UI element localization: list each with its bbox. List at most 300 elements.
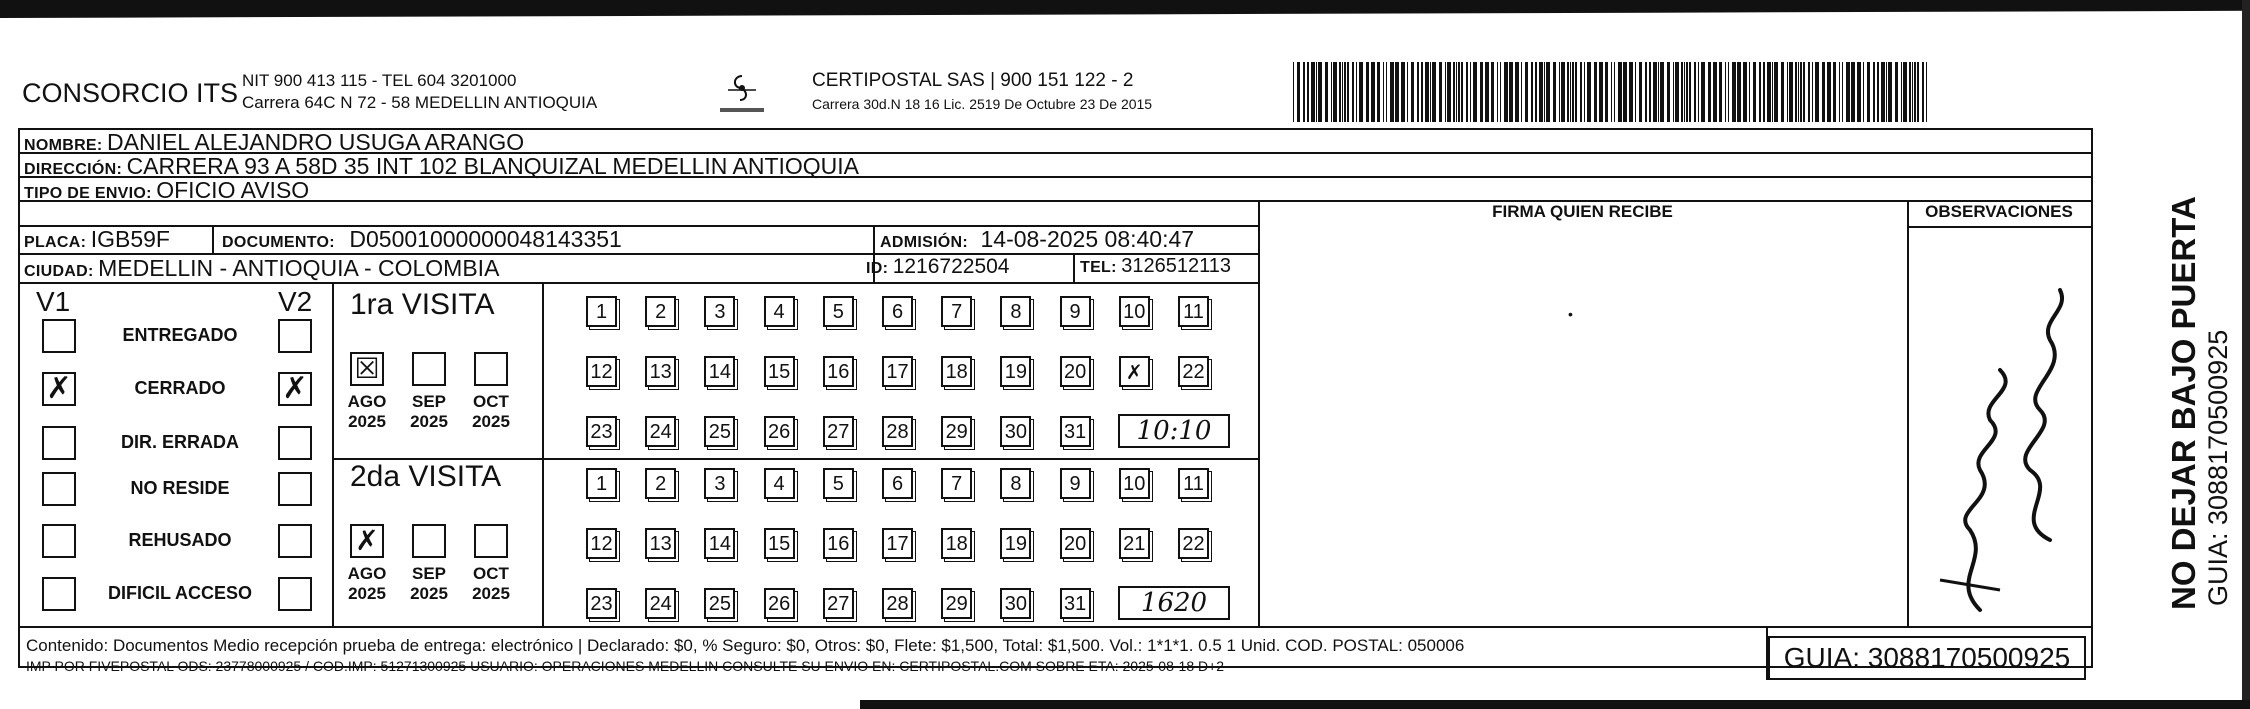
day-box[interactable]: 26 bbox=[764, 416, 795, 447]
id-label: ID: bbox=[866, 260, 889, 277]
barcode-bar bbox=[1377, 62, 1380, 122]
barcode-bar bbox=[1614, 62, 1615, 122]
admision-field bbox=[880, 226, 1194, 253]
barcode-bar bbox=[1356, 62, 1357, 122]
barcode-bar bbox=[1390, 62, 1394, 122]
barcode-bar bbox=[1559, 62, 1560, 122]
day-box[interactable]: 2 bbox=[645, 468, 676, 499]
barcode-bar bbox=[1808, 62, 1810, 122]
day-box[interactable]: 20 bbox=[1060, 528, 1091, 559]
barcode-bar bbox=[1401, 62, 1405, 122]
certipostal-name: CERTIPOSTAL SAS | 900 151 122 - 2 bbox=[812, 70, 1134, 91]
barcode-bar bbox=[1863, 62, 1864, 122]
barcode-bar bbox=[1694, 62, 1696, 122]
company-name: CONSORCIO ITS bbox=[22, 78, 239, 108]
day-box[interactable]: 4 bbox=[764, 296, 795, 327]
day-box[interactable]: 28 bbox=[882, 416, 913, 447]
barcode-bar bbox=[1331, 62, 1332, 122]
v2-checkbox[interactable] bbox=[278, 426, 312, 460]
day-box[interactable]: 28 bbox=[882, 588, 913, 619]
barcode-bar bbox=[1297, 62, 1300, 122]
status-option-label: DIR. ERRADA bbox=[120, 432, 239, 452]
day-box[interactable]: 26 bbox=[764, 588, 795, 619]
day-box[interactable]: 31 bbox=[1060, 416, 1091, 447]
barcode-bar bbox=[1500, 62, 1501, 122]
barcode-bar bbox=[1293, 62, 1294, 122]
month-name: SEP bbox=[411, 392, 447, 411]
barcode-bar bbox=[1635, 62, 1636, 122]
barcode-bar bbox=[1815, 62, 1819, 122]
documento-label: DOCUMENTO: bbox=[222, 234, 335, 251]
direccion-field bbox=[24, 153, 859, 180]
barcode-bar bbox=[1673, 62, 1674, 122]
day-box[interactable]: 1 bbox=[586, 468, 617, 499]
v1-checkbox[interactable] bbox=[42, 577, 76, 611]
barcode-bar bbox=[1753, 62, 1756, 122]
v1-checkbox[interactable] bbox=[42, 472, 76, 506]
month-year: 2025 bbox=[348, 584, 386, 603]
barcode-bar bbox=[1767, 62, 1771, 122]
month-name: AGO bbox=[347, 392, 387, 411]
row-divider bbox=[18, 626, 2091, 628]
barcode-bar bbox=[1732, 62, 1736, 122]
check-mark-icon: ☒ bbox=[354, 352, 380, 385]
barcode-bar bbox=[1851, 62, 1855, 122]
month-name: SEP bbox=[411, 564, 447, 583]
no-dejar-bajo-puerta: NO DEJAR BAJO PUERTA bbox=[2165, 196, 2202, 610]
day-box[interactable]: 31 bbox=[1060, 588, 1091, 619]
barcode-bar bbox=[1653, 62, 1657, 122]
barcode-bar bbox=[1787, 62, 1788, 122]
barcode-bar bbox=[1914, 62, 1916, 122]
v1-checkbox[interactable] bbox=[42, 426, 76, 460]
day-box[interactable]: 3 bbox=[704, 296, 735, 327]
day-box[interactable]: 8 bbox=[1000, 468, 1031, 499]
v1-checkbox[interactable] bbox=[42, 372, 76, 406]
ciudad-value: MEDELLIN - ANTIOQUIA - COLOMBIA bbox=[98, 255, 500, 281]
day-box[interactable]: 13 bbox=[645, 356, 676, 387]
barcode-bar bbox=[1774, 62, 1778, 122]
day-box[interactable]: 19 bbox=[1000, 528, 1031, 559]
tipo-envio-label: TIPO DE ENVIO: bbox=[24, 185, 152, 202]
day-box[interactable]: 22 bbox=[1178, 356, 1209, 387]
barcode-bar bbox=[1743, 62, 1747, 122]
month-year: 2025 bbox=[472, 412, 510, 431]
barcode-bar bbox=[1888, 62, 1892, 122]
day-box[interactable]: 16 bbox=[823, 356, 854, 387]
barcode-bar bbox=[1909, 62, 1911, 122]
day-box[interactable]: 7 bbox=[941, 296, 972, 327]
day-box[interactable]: 24 bbox=[645, 416, 676, 447]
barcode-bar bbox=[1515, 62, 1519, 122]
day-box[interactable]: 21 bbox=[1119, 528, 1150, 559]
barcode-bar bbox=[1575, 62, 1577, 122]
barcode-bar bbox=[1561, 62, 1565, 122]
placa-label: PLACA: bbox=[24, 234, 87, 251]
barcode-bar bbox=[1567, 62, 1569, 122]
barcode-bar bbox=[1521, 62, 1522, 122]
barcode-bar bbox=[1458, 62, 1460, 122]
barcode-bar bbox=[1509, 62, 1513, 122]
barcode-bar bbox=[1318, 62, 1322, 122]
v2-checkbox[interactable] bbox=[278, 472, 312, 506]
barcode-bar bbox=[1316, 62, 1317, 122]
barcode-bar bbox=[1466, 62, 1468, 122]
month-checkbox[interactable] bbox=[350, 352, 384, 386]
row-divider bbox=[18, 282, 1258, 284]
certipostal-address: Carrera 30d.N 18 16 Lic. 2519 De Octubre 23 De 2015 bbox=[812, 96, 1153, 112]
month-year: 2025 bbox=[348, 412, 386, 431]
barcode-bar bbox=[1763, 62, 1765, 122]
day-box[interactable]: 16 bbox=[823, 528, 854, 559]
barcode-bar bbox=[1535, 62, 1537, 122]
barcode-bar bbox=[1833, 62, 1836, 122]
barcode-bar bbox=[1772, 62, 1773, 122]
barcode-bar bbox=[1719, 62, 1722, 122]
barcode-bar bbox=[1795, 62, 1797, 122]
barcode-bar bbox=[1698, 62, 1699, 122]
day-box[interactable]: 27 bbox=[823, 416, 854, 447]
v2-header: V2 bbox=[278, 286, 313, 317]
side-instructions bbox=[2165, 196, 2234, 610]
visit-title: 1ra VISITA bbox=[350, 288, 495, 321]
v1-checkbox[interactable] bbox=[42, 319, 76, 353]
month-year: 2025 bbox=[472, 584, 510, 603]
day-box[interactable]: 9 bbox=[1060, 468, 1091, 499]
barcode-bar bbox=[1395, 62, 1399, 122]
v1-header: V1 bbox=[36, 286, 71, 317]
barcode-bar bbox=[1453, 62, 1455, 122]
day-box[interactable]: 17 bbox=[882, 356, 913, 387]
day-box[interactable]: 20 bbox=[1060, 356, 1091, 387]
barcode-bar bbox=[1684, 62, 1685, 122]
scan-edge-right bbox=[2242, 0, 2250, 709]
barcode-bar bbox=[1917, 62, 1919, 122]
barcode-bar bbox=[1421, 62, 1423, 122]
barcode-bar bbox=[1725, 62, 1726, 122]
barcode-bar bbox=[1667, 62, 1670, 122]
barcode-bar bbox=[1623, 62, 1627, 122]
barcode-bar bbox=[1470, 62, 1471, 122]
v2-checkbox[interactable] bbox=[278, 319, 312, 353]
barcode-bar bbox=[1572, 62, 1574, 122]
barcode-bar bbox=[1485, 62, 1489, 122]
barcode-bar bbox=[1307, 62, 1309, 122]
day-box[interactable]: 19 bbox=[1000, 356, 1031, 387]
signature-dot: • bbox=[1568, 306, 1573, 322]
day-box[interactable]: 12 bbox=[586, 356, 617, 387]
day-box[interactable]: 24 bbox=[645, 588, 676, 619]
barcode-bar bbox=[1531, 62, 1533, 122]
status-option-label: CERRADO bbox=[134, 378, 226, 398]
tel-field bbox=[1080, 255, 1231, 278]
barcode-bar bbox=[1737, 62, 1741, 122]
month-checkbox[interactable] bbox=[350, 524, 384, 558]
barcode-bar bbox=[1461, 62, 1463, 122]
certipostal-logo-icon bbox=[712, 72, 772, 118]
barcode-bar bbox=[1525, 62, 1528, 122]
month-label bbox=[469, 564, 513, 604]
barcode-bar bbox=[1618, 62, 1622, 122]
barcode-bar bbox=[1411, 62, 1414, 122]
status-option-label: DIFICIL ACCESO bbox=[107, 583, 252, 603]
day-box[interactable]: 14 bbox=[704, 356, 735, 387]
col-divider bbox=[1073, 253, 1075, 282]
barcode-bar bbox=[1447, 62, 1451, 122]
barcode-bar bbox=[1497, 62, 1498, 122]
barcode-bar bbox=[1895, 62, 1898, 122]
barcode-bar bbox=[1347, 62, 1349, 122]
barcode-bar bbox=[1658, 62, 1659, 122]
check-mark-icon: ✗ bbox=[46, 371, 72, 406]
col-divider bbox=[1907, 200, 1909, 626]
month-year: 2025 bbox=[410, 584, 448, 603]
day-box[interactable]: 10 bbox=[1119, 296, 1150, 327]
footer-content-line: Contenido: Documentos Medio recepción prueba de entrega: electrónico | Declarado: $0, % Seguro: $0, Otros: $0, Flete: $1,500, Total: $1,500. Vol.: 1*1*1. 0.5 1 Unid. COD. POSTAL: 050006 bbox=[26, 636, 1465, 655]
visit-time[interactable]: 1620 bbox=[1118, 586, 1230, 620]
day-box[interactable]: 6 bbox=[882, 296, 913, 327]
v2-checkbox[interactable] bbox=[278, 372, 312, 406]
barcode-bar bbox=[1473, 62, 1477, 122]
day-box[interactable]: 23 bbox=[586, 588, 617, 619]
day-box[interactable]: 12 bbox=[586, 528, 617, 559]
day-box[interactable]: 15 bbox=[764, 528, 795, 559]
barcode-bar bbox=[1504, 62, 1508, 122]
documento-field bbox=[222, 226, 622, 253]
day-box[interactable]: 13 bbox=[645, 528, 676, 559]
tel-value: 3126512113 bbox=[1121, 255, 1231, 277]
day-box[interactable]: 11 bbox=[1178, 468, 1209, 499]
day-box[interactable]: 1 bbox=[586, 296, 617, 327]
col-divider bbox=[542, 282, 544, 626]
ciudad-label: CIUDAD: bbox=[24, 263, 94, 280]
day-box[interactable]: 17 bbox=[882, 528, 913, 559]
barcode-bar bbox=[1311, 62, 1315, 122]
nombre-value: DANIEL ALEJANDRO USUGA ARANGO bbox=[107, 129, 525, 155]
month-year: 2025 bbox=[410, 412, 448, 431]
day-box[interactable]: 30 bbox=[1000, 588, 1031, 619]
tipo-envio-field bbox=[24, 177, 309, 204]
day-box[interactable]: 23 bbox=[586, 416, 617, 447]
barcode-bar bbox=[1439, 62, 1442, 122]
barcode-bar bbox=[1701, 62, 1705, 122]
visit-time[interactable]: 10:10 bbox=[1118, 414, 1230, 448]
barcode-bar bbox=[1639, 62, 1642, 122]
barcode-bar bbox=[1926, 62, 1927, 122]
day-box[interactable]: 15 bbox=[764, 356, 795, 387]
barcode-bar bbox=[1342, 62, 1343, 122]
barcode-bar bbox=[1689, 62, 1691, 122]
v1-checkbox[interactable] bbox=[42, 524, 76, 558]
direccion-value: CARRERA 93 A 58D 35 INT 102 BLANQUIZAL MEDELLIN ANTIOQUIA bbox=[126, 153, 860, 179]
barcode-bar bbox=[1675, 62, 1679, 122]
barcode-bar bbox=[1544, 62, 1545, 122]
row-divider bbox=[1907, 226, 2091, 228]
footer-print-line: IMP POR FIVEPOSTAL ODS: 23778000925 / COD.IMP: 51271300925 USUARIO: OPERACIONES MEDELLIN CONSULTE SU ENVIO EN: CERTIPOSTAL.COM SOBRE ETA: 2025-08-18 D+2 bbox=[26, 658, 1225, 674]
barcode-bar bbox=[1922, 62, 1924, 122]
month-checkbox[interactable] bbox=[412, 352, 446, 386]
direccion-label: DIRECCIÓN: bbox=[24, 161, 123, 178]
barcode-bar bbox=[1344, 62, 1346, 122]
day-box[interactable]: 5 bbox=[823, 296, 854, 327]
id-field bbox=[866, 255, 1009, 279]
barcode-bar bbox=[1846, 62, 1850, 122]
barcode bbox=[1293, 62, 1933, 122]
placa-value: IGB59F bbox=[90, 226, 170, 252]
barcode-bar bbox=[1822, 62, 1825, 122]
barcode-bar bbox=[1594, 62, 1597, 122]
day-box[interactable]: 18 bbox=[941, 356, 972, 387]
barcode-bar bbox=[1800, 62, 1802, 122]
barcode-bar bbox=[1539, 62, 1543, 122]
scan-edge-top bbox=[0, 0, 2250, 18]
documento-value: D05001000000048143351 bbox=[349, 226, 622, 252]
barcode-bar bbox=[1432, 62, 1436, 122]
barcode-bar bbox=[1425, 62, 1429, 122]
barcode-bar bbox=[1798, 62, 1799, 122]
barcode-bar bbox=[1352, 62, 1354, 122]
day-box[interactable]: 11 bbox=[1178, 296, 1209, 327]
day-box[interactable]: 29 bbox=[941, 588, 972, 619]
v2-checkbox[interactable] bbox=[278, 577, 312, 611]
barcode-bar bbox=[1912, 62, 1913, 122]
month-label bbox=[345, 392, 389, 432]
check-mark-icon: ✗ bbox=[282, 371, 308, 406]
placa-field bbox=[24, 226, 170, 253]
barcode-bar bbox=[1456, 62, 1457, 122]
tel-label: TEL: bbox=[1080, 259, 1117, 276]
barcode-bar bbox=[1480, 62, 1483, 122]
day-box[interactable]: ✗ bbox=[1119, 356, 1150, 387]
barcode-bar bbox=[1303, 62, 1305, 122]
day-box[interactable]: 5 bbox=[823, 468, 854, 499]
barcode-bar bbox=[1713, 62, 1717, 122]
barcode-bar bbox=[1873, 62, 1875, 122]
barcode-bar bbox=[1842, 62, 1843, 122]
barcode-bar bbox=[1611, 62, 1612, 122]
day-box[interactable]: 10 bbox=[1119, 468, 1150, 499]
side-guia: GUIA: 3088170500925 bbox=[2203, 329, 2233, 606]
barcode-bar bbox=[1371, 62, 1375, 122]
barcode-bar bbox=[1686, 62, 1688, 122]
barcode-bar bbox=[1491, 62, 1494, 122]
barcode-bar bbox=[1660, 62, 1664, 122]
month-label bbox=[345, 564, 389, 604]
barcode-bar bbox=[1645, 62, 1647, 122]
barcode-bar bbox=[1629, 62, 1633, 122]
col-divider bbox=[212, 225, 214, 253]
day-box[interactable]: 29 bbox=[941, 416, 972, 447]
barcode-bar bbox=[1886, 62, 1887, 122]
month-label bbox=[407, 564, 451, 604]
month-checkbox[interactable] bbox=[474, 352, 508, 386]
day-box[interactable]: 25 bbox=[704, 588, 735, 619]
company-nit bbox=[242, 70, 597, 114]
barcode-bar bbox=[1857, 62, 1861, 122]
day-box[interactable]: 18 bbox=[941, 528, 972, 559]
barcode-bar bbox=[1867, 62, 1870, 122]
barcode-bar bbox=[1681, 62, 1683, 122]
day-box[interactable]: 2 bbox=[645, 296, 676, 327]
observaciones-header: OBSERVACIONES bbox=[1925, 202, 2073, 221]
barcode-bar bbox=[1587, 62, 1591, 122]
barcode-bar bbox=[1333, 62, 1337, 122]
barcode-bar bbox=[1803, 62, 1805, 122]
barcode-bar bbox=[1366, 62, 1369, 122]
nombre-label: NOMBRE: bbox=[24, 137, 103, 154]
admision-label: ADMISIÓN: bbox=[880, 234, 969, 251]
barcode-bar bbox=[1546, 62, 1550, 122]
id-value: 1216722504 bbox=[892, 255, 1010, 278]
day-box[interactable]: 27 bbox=[823, 588, 854, 619]
barcode-bar bbox=[1407, 62, 1408, 122]
barcode-bar bbox=[1839, 62, 1840, 122]
day-box[interactable]: 14 bbox=[704, 528, 735, 559]
v2-checkbox[interactable] bbox=[278, 524, 312, 558]
barcode-bar bbox=[1430, 62, 1431, 122]
scan-edge-bottom bbox=[860, 700, 2250, 709]
barcode-bar bbox=[1789, 62, 1793, 122]
barcode-bar bbox=[1599, 62, 1603, 122]
month-checkbox[interactable] bbox=[474, 524, 508, 558]
barcode-bar bbox=[1759, 62, 1761, 122]
day-box[interactable]: 22 bbox=[1178, 528, 1209, 559]
day-box[interactable]: 4 bbox=[764, 468, 795, 499]
nombre-field bbox=[24, 129, 524, 156]
month-name: OCT bbox=[473, 564, 509, 583]
firma-header: FIRMA QUIEN RECIBE bbox=[1492, 202, 1673, 221]
barcode-bar bbox=[1749, 62, 1750, 122]
day-box[interactable]: 3 bbox=[704, 468, 735, 499]
day-box[interactable]: 30 bbox=[1000, 416, 1031, 447]
ciudad-field bbox=[24, 255, 499, 282]
month-checkbox[interactable] bbox=[412, 524, 446, 558]
month-label bbox=[407, 392, 451, 432]
barcode-bar bbox=[1417, 62, 1419, 122]
barcode-bar bbox=[1903, 62, 1907, 122]
status-option-label: REHUSADO bbox=[128, 530, 232, 550]
barcode-bar bbox=[1812, 62, 1813, 122]
month-name: AGO bbox=[347, 564, 387, 583]
barcode-bar bbox=[1325, 62, 1328, 122]
barcode-bar bbox=[1649, 62, 1651, 122]
day-box[interactable]: 6 bbox=[882, 468, 913, 499]
status-option-label: ENTREGADO bbox=[122, 325, 238, 345]
day-box[interactable]: 7 bbox=[941, 468, 972, 499]
barcode-bar bbox=[1570, 62, 1571, 122]
barcode-bar bbox=[1708, 62, 1711, 122]
check-mark-icon: ✗ bbox=[355, 524, 379, 557]
barcode-bar bbox=[1386, 62, 1387, 122]
day-box[interactable]: 8 bbox=[1000, 296, 1031, 327]
barcode-bar bbox=[1359, 62, 1363, 122]
month-name: OCT bbox=[473, 392, 509, 411]
handwritten-signature bbox=[1910, 280, 2090, 620]
nit-line: NIT 900 413 115 - TEL 604 3201000 bbox=[242, 71, 517, 90]
barcode-bar bbox=[1901, 62, 1902, 122]
barcode-bar bbox=[1605, 62, 1608, 122]
barcode-bar bbox=[1781, 62, 1784, 122]
barcode-bar bbox=[1445, 62, 1446, 122]
address-line: Carrera 64C N 72 - 58 MEDELLIN ANTIOQUIA bbox=[242, 93, 598, 112]
day-box[interactable]: 9 bbox=[1060, 296, 1091, 327]
status-option-label: NO RESIDE bbox=[130, 478, 230, 498]
barcode-bar bbox=[1383, 62, 1384, 122]
barcode-bar bbox=[1580, 62, 1582, 122]
barcode-bar bbox=[1728, 62, 1729, 122]
day-box[interactable]: 25 bbox=[704, 416, 735, 447]
tipo-envio-value: OFICIO AVISO bbox=[156, 177, 310, 203]
